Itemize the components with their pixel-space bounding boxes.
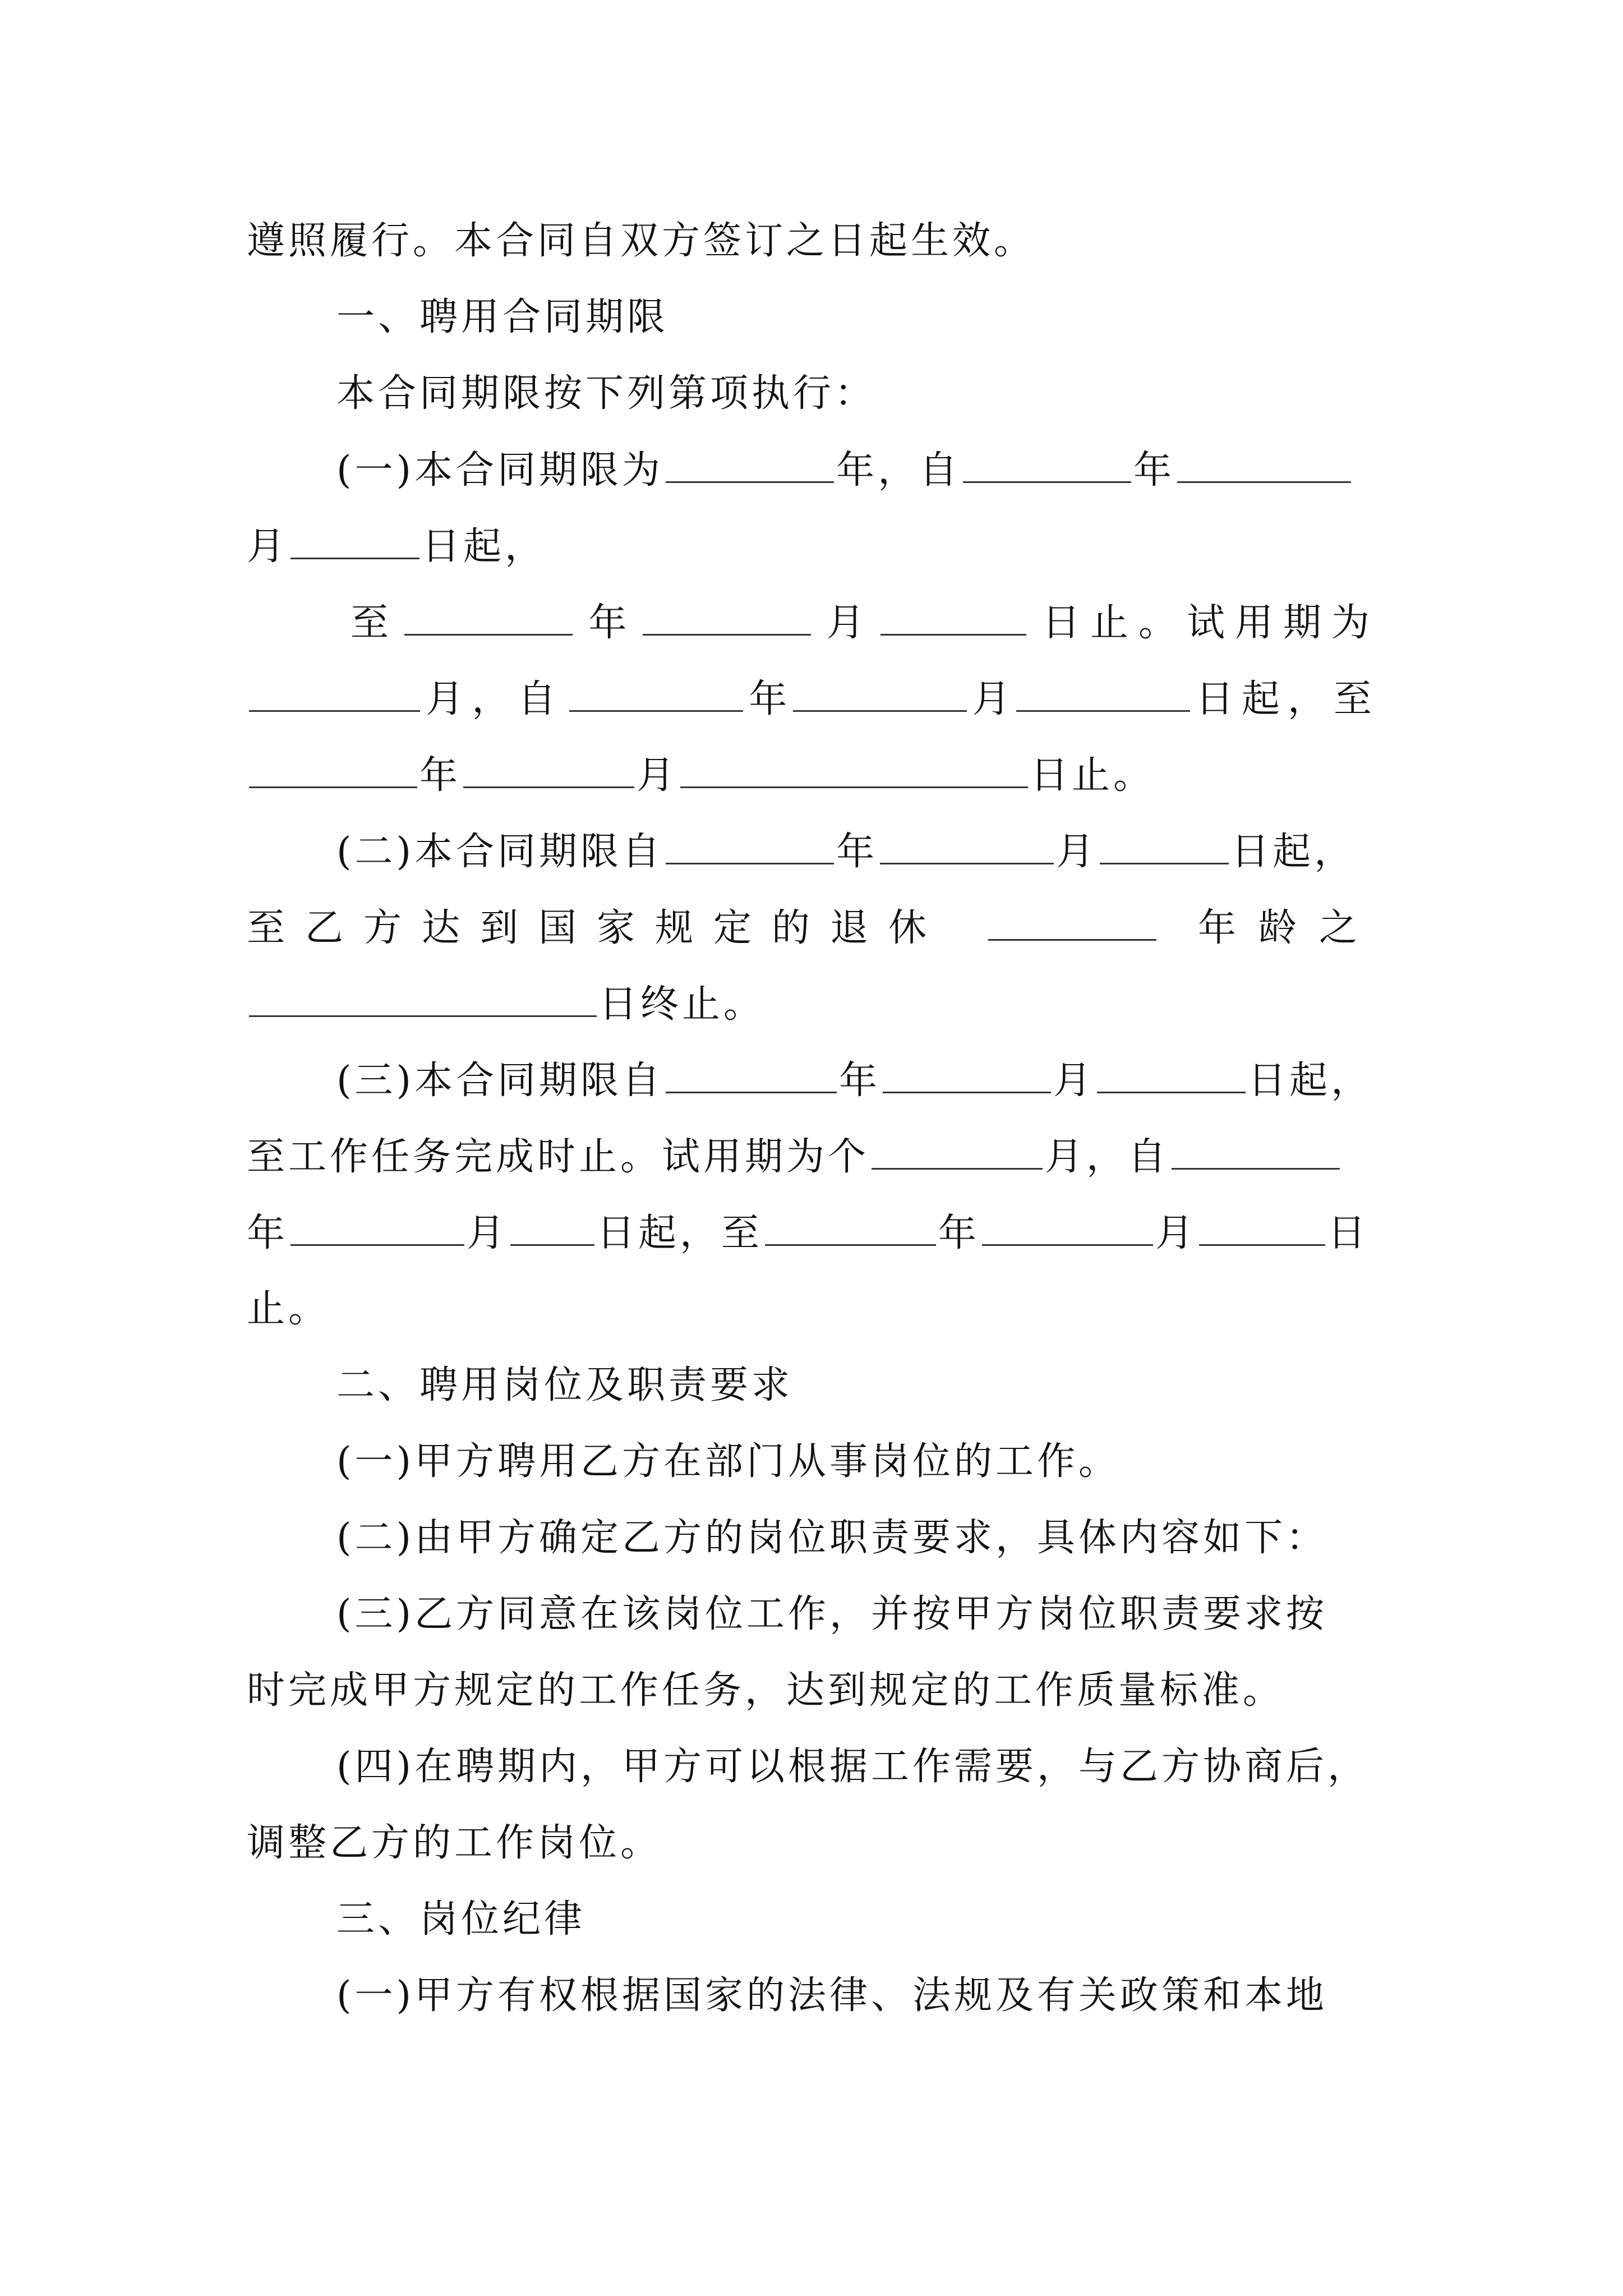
line-text: 年 <box>588 601 627 645</box>
section-heading <box>336 1892 1469 1948</box>
text-line <box>247 1281 1380 1337</box>
fill-blank[interactable] <box>643 595 811 636</box>
fill-blank[interactable] <box>291 1205 464 1246</box>
line-text: (二)本合同期限自 <box>336 830 664 874</box>
text-line <box>247 671 1380 727</box>
line-text: 日起，至 <box>597 1211 763 1255</box>
fill-blank[interactable] <box>249 747 417 788</box>
text-line <box>247 1129 1380 1185</box>
fill-blank[interactable] <box>569 671 743 712</box>
text-line <box>247 976 1380 1032</box>
line-text: (三)乙方同意在该岗位工作，并按甲方岗位职责要求按 <box>336 1592 1328 1636</box>
fill-blank[interactable] <box>291 518 419 559</box>
fill-blank[interactable] <box>793 671 967 712</box>
text-line <box>336 366 1469 422</box>
fill-blank[interactable] <box>1177 442 1351 483</box>
text-line <box>336 1434 1469 1490</box>
heading-text: 三、岗位纪律 <box>336 1897 586 1941</box>
fill-blank[interactable] <box>1172 1129 1340 1170</box>
fill-blank[interactable] <box>765 1205 936 1246</box>
line-text: (一)甲方有权根据国家的法律、法规及有关政策和本地 <box>336 1973 1328 2018</box>
heading-text: 一、聘用合同期限 <box>336 295 669 339</box>
fill-blank[interactable] <box>404 595 573 636</box>
line-text: 月 <box>1053 1059 1095 1103</box>
fill-blank[interactable] <box>1097 1052 1246 1093</box>
section-heading <box>336 289 1469 346</box>
line-text: 年 <box>749 677 787 721</box>
line-text: (四)在聘期内，甲方可以根据工作需要，与乙方协商后， <box>336 1745 1370 1789</box>
text-line <box>247 518 1380 574</box>
fill-blank[interactable] <box>1199 1205 1325 1246</box>
line-text: 月 <box>467 1211 509 1255</box>
line-text: 月 <box>1155 1211 1197 1255</box>
fill-blank[interactable] <box>872 1129 1043 1170</box>
section-heading <box>336 1358 1469 1414</box>
line-text: 月，自 <box>426 677 564 721</box>
fill-blank[interactable] <box>883 1052 1051 1093</box>
line-text: 月 <box>972 677 1011 721</box>
line-text: (一)本合同期限为 <box>336 448 664 493</box>
line-text: 至乙方达到国家规定的退休 <box>247 906 947 950</box>
text-line <box>336 1586 1469 1642</box>
line-text: 日起，至 <box>1195 677 1380 721</box>
line-text: 年 <box>419 753 462 798</box>
heading-text: 二、聘用岗位及职责要求 <box>336 1363 794 1407</box>
fill-blank[interactable] <box>680 747 1028 788</box>
line-text: 月 <box>247 524 289 569</box>
line-text: 至 <box>351 601 389 645</box>
line-text: 日终止。 <box>599 982 766 1027</box>
line-text: 日止。 <box>1030 753 1155 798</box>
text-line <box>336 1510 1469 1566</box>
text-line <box>351 595 1380 651</box>
fill-blank[interactable] <box>1016 671 1190 712</box>
line-text: 至工作任务完成时止。试用期为个 <box>247 1135 870 1179</box>
line-text: 年 <box>938 1211 980 1255</box>
text-line <box>247 900 1380 956</box>
text-line <box>336 1739 1469 1795</box>
line-text: 日起， <box>1248 1059 1373 1103</box>
text-line <box>247 747 1380 803</box>
line-text: 日起， <box>1231 830 1356 874</box>
fill-blank[interactable] <box>982 1205 1153 1246</box>
fill-blank[interactable] <box>666 442 834 483</box>
text-line <box>336 1052 1469 1108</box>
fill-blank[interactable] <box>666 1052 837 1093</box>
line-text: 年 <box>836 830 878 874</box>
text-line <box>336 1968 1469 2024</box>
text-line <box>247 1663 1380 1719</box>
fill-blank[interactable] <box>880 823 1054 864</box>
fill-blank[interactable] <box>249 976 597 1017</box>
line-text: 调整乙方的工作岗位。 <box>247 1821 662 1865</box>
line-text: 月 <box>826 601 865 645</box>
line-text: 月，自 <box>1045 1135 1170 1179</box>
line-text: 时完成甲方规定的工作任务，达到规定的工作质量标准。 <box>247 1668 1285 1713</box>
line-text: (二)由甲方确定乙方的岗位职责要求，具体内容如下： <box>336 1516 1328 1560</box>
line-text: 本合同期限按下列第项执行： <box>336 371 877 416</box>
line-text: 月 <box>1056 830 1098 874</box>
line-text: 月 <box>637 753 679 798</box>
fill-blank[interactable] <box>249 671 420 712</box>
line-text: (一)甲方聘用乙方在部门从事岗位的工作。 <box>336 1439 1121 1484</box>
fill-blank[interactable] <box>988 900 1156 941</box>
text-line <box>336 442 1469 498</box>
line-text: 年 <box>1133 448 1175 493</box>
line-text: 年龄之 <box>1197 906 1380 950</box>
fill-blank[interactable] <box>463 747 634 788</box>
fill-blank[interactable] <box>1100 823 1229 864</box>
line-text: 遵照履行。本合同自双方签订之日起生效。 <box>247 219 1036 263</box>
line-text: 日起， <box>422 524 547 569</box>
line-text: 年 <box>247 1211 289 1255</box>
text-line <box>247 1205 1380 1261</box>
line-text: 止。 <box>247 1287 330 1331</box>
text-line <box>247 213 1380 269</box>
text-line <box>247 1815 1380 1871</box>
line-text: 年，自 <box>836 448 961 493</box>
line-text: 日止。试用期为 <box>1041 601 1380 645</box>
fill-blank[interactable] <box>963 442 1131 483</box>
fill-blank[interactable] <box>666 823 834 864</box>
line-text: (三)本合同期限自 <box>336 1059 664 1103</box>
text-line <box>336 823 1469 880</box>
line-text: 日 <box>1327 1211 1370 1255</box>
fill-blank[interactable] <box>880 595 1026 636</box>
fill-blank[interactable] <box>510 1205 594 1246</box>
line-text: 年 <box>839 1059 881 1103</box>
